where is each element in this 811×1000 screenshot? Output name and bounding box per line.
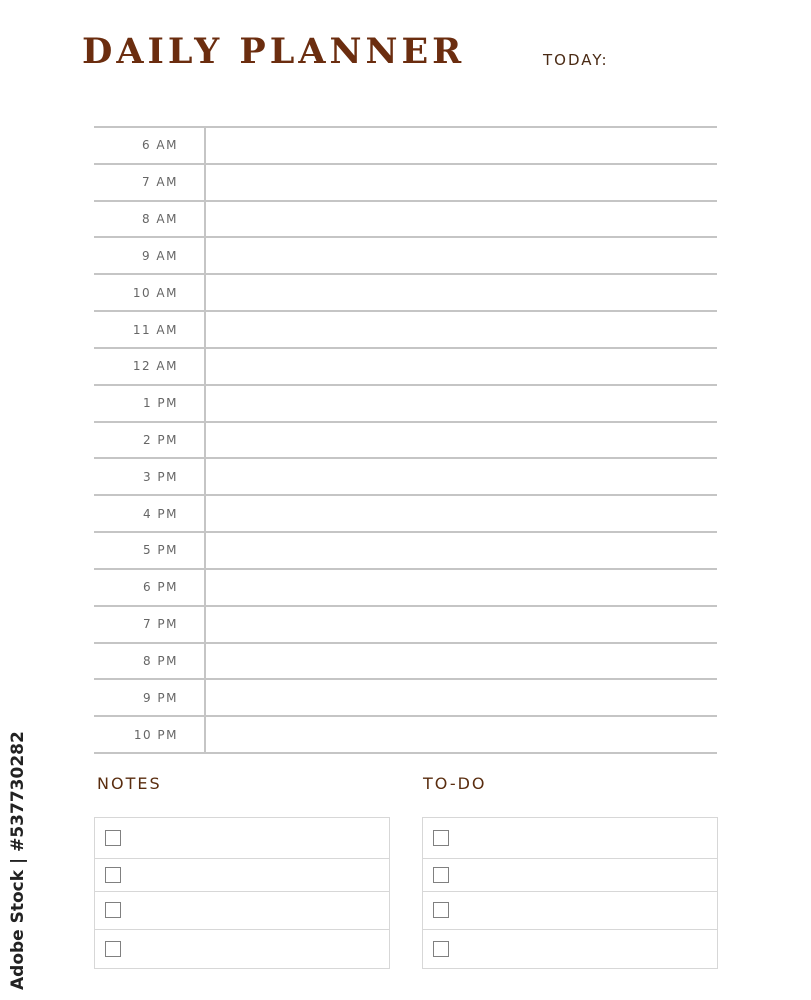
todo-checkbox[interactable]: [433, 902, 449, 918]
notes-checkbox[interactable]: [105, 902, 121, 918]
hour-slot[interactable]: [206, 459, 717, 494]
hour-slot[interactable]: [206, 275, 717, 310]
hour-slot[interactable]: [206, 644, 717, 679]
date-label: TODAY:: [543, 51, 609, 69]
todo-checkbox[interactable]: [433, 867, 449, 883]
notes-heading: NOTES: [97, 774, 162, 793]
hour-slot[interactable]: [206, 128, 717, 163]
notes-row-divider: [95, 891, 389, 892]
hour-slot[interactable]: [206, 349, 717, 384]
time-label: 8 PM: [142, 654, 178, 668]
hour-slot[interactable]: [206, 496, 717, 531]
time-label: 5 PM: [142, 543, 178, 557]
stock-watermark: Adobe Stock | #537730282: [8, 731, 28, 990]
todo-row-divider: [423, 929, 717, 930]
time-label: 9 AM: [141, 249, 178, 263]
hour-slot[interactable]: [206, 386, 717, 421]
hour-slot[interactable]: [206, 202, 717, 237]
notes-checkbox[interactable]: [105, 830, 121, 846]
time-label: 10 AM: [132, 286, 178, 300]
time-label: 10 PM: [133, 728, 178, 742]
todo-row-divider: [423, 891, 717, 892]
todo-checkbox[interactable]: [433, 941, 449, 957]
hour-slot[interactable]: [206, 570, 717, 605]
time-label: 11 AM: [132, 323, 178, 337]
hour-slot[interactable]: [206, 680, 717, 715]
todo-checkbox[interactable]: [433, 830, 449, 846]
time-label: 2 PM: [142, 433, 178, 447]
time-label: 8 AM: [141, 212, 178, 226]
time-label: 6 PM: [142, 580, 178, 594]
notes-checkbox[interactable]: [105, 941, 121, 957]
time-label: 4 PM: [142, 507, 178, 521]
notes-row-divider: [95, 858, 389, 859]
notes-box: [94, 817, 390, 969]
hour-slot[interactable]: [206, 312, 717, 347]
hour-slot[interactable]: [206, 423, 717, 458]
hour-slot[interactable]: [206, 238, 717, 273]
time-label: 6 AM: [141, 138, 178, 152]
schedule-bottom-border: [94, 752, 717, 754]
time-label: 7 AM: [141, 175, 178, 189]
time-label: 9 PM: [142, 691, 178, 705]
todo-heading: TO-DO: [423, 774, 487, 793]
time-label: 3 PM: [142, 470, 178, 484]
time-label: 12 AM: [132, 359, 178, 373]
hour-slot[interactable]: [206, 607, 717, 642]
hour-slot[interactable]: [206, 165, 717, 200]
notes-row-divider: [95, 929, 389, 930]
time-label: 1 PM: [142, 396, 178, 410]
page-title: DAILY PLANNER: [82, 31, 466, 72]
hourly-schedule: [94, 126, 717, 752]
hour-slot[interactable]: [206, 533, 717, 568]
hour-slot[interactable]: [206, 717, 717, 752]
time-label: 7 PM: [142, 617, 178, 631]
todo-box: [422, 817, 718, 969]
notes-checkbox[interactable]: [105, 867, 121, 883]
todo-row-divider: [423, 858, 717, 859]
